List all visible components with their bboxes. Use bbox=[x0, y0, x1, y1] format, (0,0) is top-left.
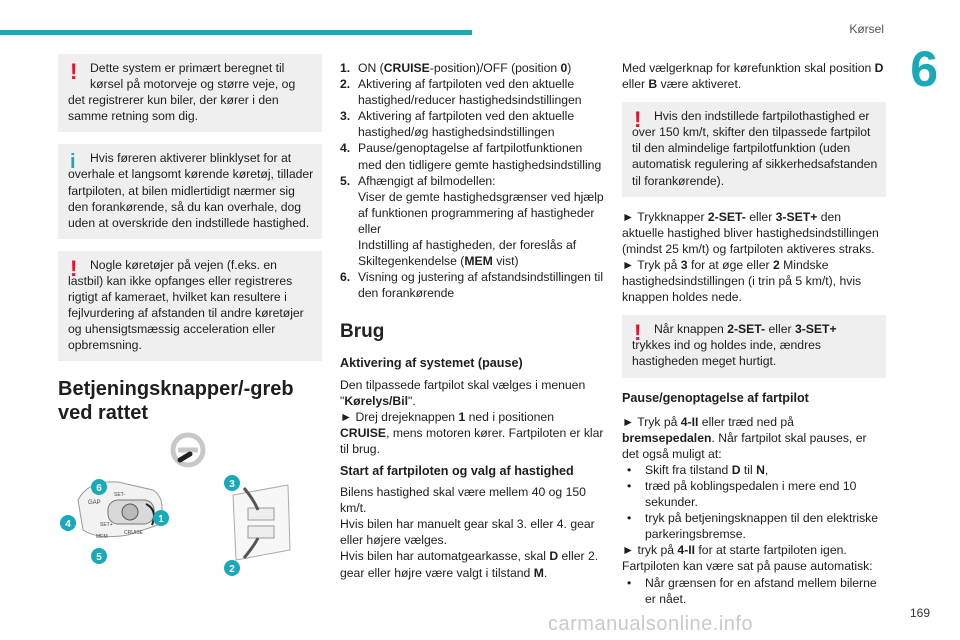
list-text: Aktivering af fartpiloten ved den aktuelle hastighed/reducer hastighedsindstillingen bbox=[358, 77, 582, 108]
box-text-line: Når knappen 2-SET- eller 3-SET+ bbox=[654, 322, 837, 337]
list-number: 4. bbox=[340, 141, 351, 156]
info-icon: i bbox=[70, 151, 76, 174]
bullet-item: • Skift fra tilstand D til N, bbox=[622, 462, 886, 478]
svg-text:3: 3 bbox=[229, 479, 235, 490]
paragraph: ► Drej drejeknappen 1 ned i positionen CRUISE, mens motoren kører. Fartpiloten er klar til brug. bbox=[340, 409, 604, 456]
paragraph: Bilens hastighed skal være mellem 40 og 150 km/t. bbox=[340, 485, 586, 516]
paragraph: Med vælgerknap for kørefunktion skal position D eller B være aktiveret. bbox=[622, 61, 884, 92]
list-number: 3. bbox=[340, 109, 351, 124]
column-2 bbox=[340, 60, 604, 581]
list-text: Aktivering af fartpiloten ved den aktuelle hastighed/øg hastighedsindstillingen bbox=[358, 109, 575, 140]
paragraph: Fartpiloten kan være sat på pause automatisk: bbox=[622, 559, 873, 574]
paragraph: ► Trykknapper 2-SET- eller 3-SET+ den aktuelle hastighed bliver hastighedsindstillingen (mindst 25 km/t) og fartpiloten aktiveres straks. bbox=[622, 209, 879, 256]
list-number: 1. bbox=[340, 61, 351, 75]
paragraph: Den tilpassede fartpilot skal vælges i menuen "Kørelys/Bil". bbox=[340, 377, 586, 408]
paragraph: ► Tryk på 3 for at øge eller 2 Mindske hastighedsindstillingen (i trin på 5 km/t), hvis knappen holdes nede. bbox=[622, 257, 862, 305]
bullet-item: • træd på koblingspedalen i mere end 10 sekunder. bbox=[622, 478, 886, 510]
steering-wheel-icon bbox=[173, 435, 203, 465]
steering-controls-figure bbox=[58, 430, 322, 580]
list-text: ON (CRUISE-position)/OFF (position 0) bbox=[358, 61, 572, 75]
paragraph: Hvis bilen har manuelt gear skal 3. eller 4. gear eller højere vælges. bbox=[340, 517, 595, 548]
warning-icon: ! bbox=[70, 255, 78, 281]
box-text: over 150 km/t, skifter den tilpassede fartpilot til den almindelige fartpilotfunktion (uden automatisk regulering af sikkerhedsafstanden til forankørende). bbox=[632, 125, 878, 188]
box-text: trykkes ind og holdes inde, ændres hastigheden meget hurtigt. bbox=[632, 338, 822, 369]
callout-2 bbox=[224, 560, 240, 576]
lever-label: MEM bbox=[96, 534, 108, 540]
bullet-item: • Når grænsen for en afstand mellem bilerne er nået. bbox=[622, 575, 886, 607]
column-3 bbox=[622, 60, 886, 607]
list-item bbox=[340, 140, 604, 172]
subheading: Aktivering af systemet (pause) bbox=[340, 356, 523, 371]
column-1 bbox=[58, 54, 322, 433]
info-box bbox=[58, 144, 322, 238]
list-text: Pause/genoptagelse af fartpilotfunktionen med den tidligere gemte hastighedsindstilling bbox=[358, 141, 602, 172]
subheading: Pause/genoptagelse af fartpilot bbox=[622, 390, 809, 405]
lever-label: SET- bbox=[114, 492, 126, 498]
box-text-line: Nogle køretøjer på vejen (f.eks. en bbox=[90, 257, 277, 272]
callout-1 bbox=[153, 510, 169, 526]
box-text-line: Hvis føreren aktiverer blinklyset for at bbox=[90, 151, 292, 166]
callout-3 bbox=[224, 475, 240, 491]
lever-label: CRUISE bbox=[124, 530, 143, 536]
svg-text:4: 4 bbox=[65, 519, 71, 530]
list-item bbox=[340, 173, 604, 270]
svg-text:5: 5 bbox=[96, 552, 102, 563]
chapter-number: 6 bbox=[910, 41, 938, 97]
list-text: Visning og justering af afstandsindstillingen til den forankørende bbox=[358, 270, 604, 301]
box-text: lastbil) kan ikke opfanges eller registreres rigtigt af kameraet, hvilket kan resultere i fejlvurdering af afstanden til andre køretøjer og uhensigtsmæssig acceleration eller opbremsning. bbox=[68, 273, 304, 353]
lever-illustration bbox=[78, 482, 162, 540]
paragraph: ► Tryk på 4-II eller træd ned på bremsepedalen. Når fartpilot skal pauses, er det også muligt at: bbox=[622, 414, 867, 461]
warning-box bbox=[58, 251, 322, 362]
box-text: overhale et langsomt kørende køretøj, tillader fartpiloten, at bilen midlertidigt nærmer sig den forankørende, så du kan overhale, dog uden at overskride den indstillede hastighed. bbox=[68, 167, 314, 230]
warning-icon: ! bbox=[634, 320, 642, 346]
section-heading: Betjeningsknapper/-greb ved rattet bbox=[58, 378, 294, 425]
box-text-line: Dette system er primært beregnet til bbox=[90, 61, 285, 75]
callout-5 bbox=[91, 548, 107, 564]
running-head: Kørsel bbox=[849, 22, 884, 36]
warning-box bbox=[58, 54, 322, 132]
warning-icon: ! bbox=[70, 59, 78, 84]
list-item bbox=[340, 76, 604, 108]
box-text: kørsel på motorveje og større veje, og det registrerer kun biler, der kører i den samme retning som dig. bbox=[68, 77, 296, 124]
subheading: Start af fartpiloten og valg af hastighed bbox=[340, 463, 574, 478]
svg-text:1: 1 bbox=[158, 514, 164, 525]
page-number: 169 bbox=[909, 606, 930, 620]
watermark: carmanualsonline.info bbox=[548, 613, 754, 635]
callout-4 bbox=[60, 515, 76, 531]
bullet-item: • tryk på betjeningsknappen til den elektriske parkeringsbremse. bbox=[622, 510, 886, 542]
top-accent-bar bbox=[0, 30, 472, 35]
svg-text:2: 2 bbox=[229, 564, 235, 575]
list-number: 6. bbox=[340, 270, 351, 285]
lever-side-illustration bbox=[233, 485, 290, 560]
lever-label: GAP bbox=[88, 500, 101, 506]
list-item bbox=[340, 269, 604, 301]
list-text: Afhængigt af bilmodellen: Viser de gemte hastighedsgrænser ved hjælp af funktionen programmering af hastigheder eller Indstilling af hastigheden, der foreslås af Skiltegenkendelse (MEM vist) bbox=[358, 173, 604, 269]
warning-box bbox=[622, 315, 886, 377]
box-text-line: Hvis den indstillede fartpilothastighed er bbox=[654, 109, 870, 124]
callout-6 bbox=[91, 479, 107, 495]
lever-label: SET+ bbox=[100, 522, 113, 528]
list-item bbox=[340, 60, 604, 76]
warning-icon: ! bbox=[634, 107, 642, 133]
list-item bbox=[340, 108, 604, 140]
section-heading: Brug bbox=[340, 321, 385, 343]
warning-box bbox=[622, 102, 886, 196]
list-number: 5. bbox=[340, 173, 351, 188]
svg-text:6: 6 bbox=[96, 483, 102, 494]
paragraph: ► tryk på 4-II for at starte fartpiloten igen. bbox=[622, 543, 847, 558]
list-number: 2. bbox=[340, 77, 351, 92]
paragraph: Hvis bilen har automatgearkasse, skal D eller 2. gear eller højre være valgt i tilstand M. bbox=[340, 549, 599, 580]
